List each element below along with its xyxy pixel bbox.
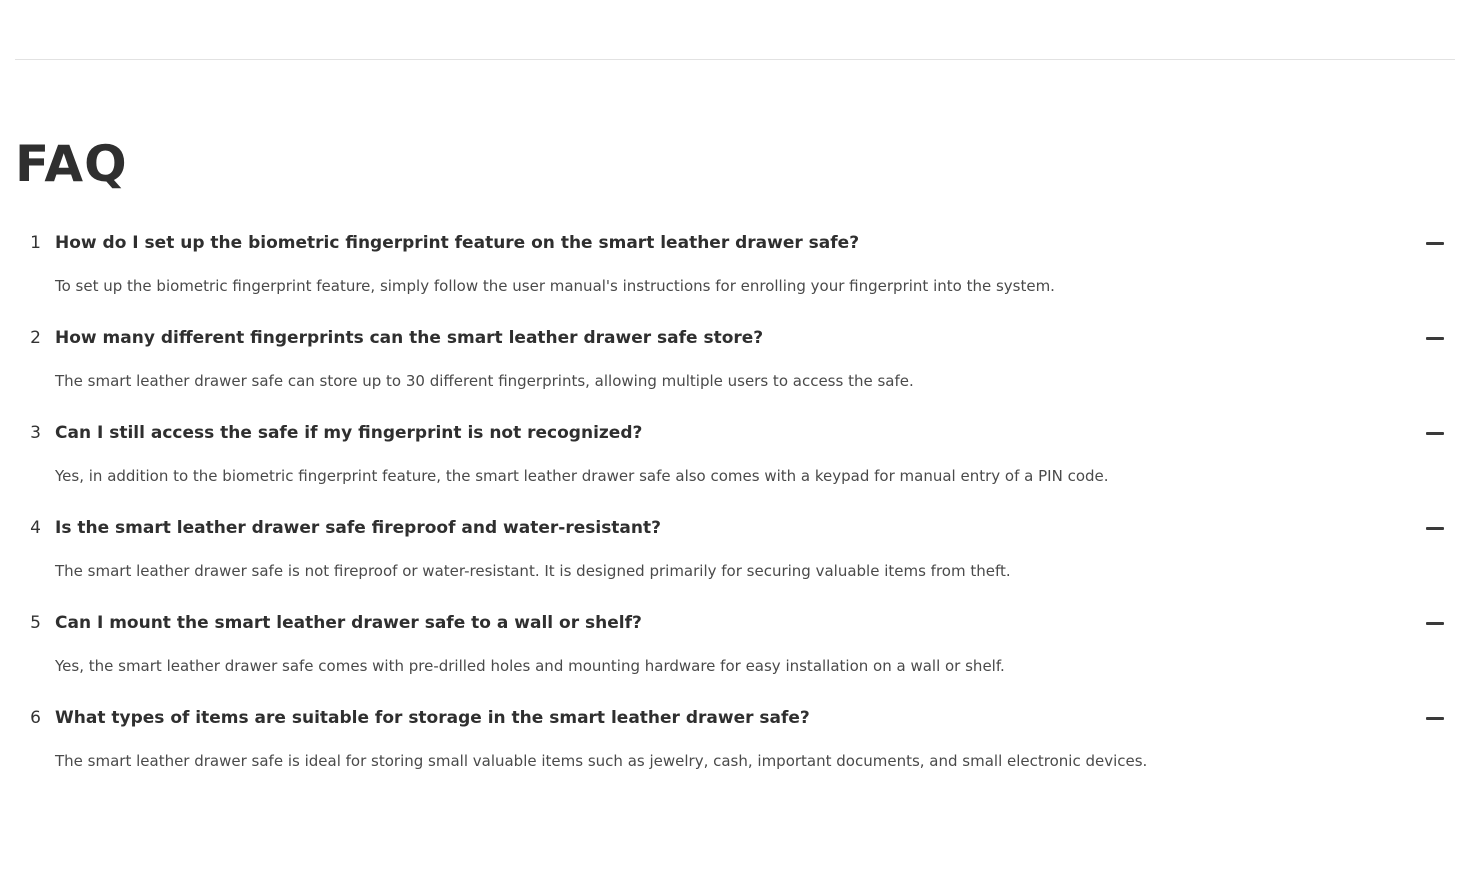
faq-item-1 (15, 220, 1455, 315)
faq-question-text[interactable]: How do I set up the biometric fingerprint feature on the smart leather drawer safe? (55, 233, 860, 253)
minus-icon[interactable] (1426, 527, 1444, 530)
faq-question-text[interactable]: What types of items are suitable for storage in the smart leather drawer safe? (55, 708, 810, 728)
faq-question-toggle-2[interactable] (15, 315, 1455, 361)
minus-icon[interactable] (1426, 717, 1444, 720)
faq-item-4 (15, 505, 1455, 600)
faq-question-toggle-3[interactable] (15, 410, 1455, 456)
minus-icon[interactable] (1426, 622, 1444, 625)
faq-number: 4 (30, 518, 41, 538)
faq-item-2 (15, 315, 1455, 410)
top-divider (15, 59, 1455, 60)
faq-item-5 (15, 600, 1455, 695)
faq-answer: The smart leather drawer safe is ideal for storing small valuable items such as jewelry, cash, important documents, and small electronic devices. (55, 752, 1148, 770)
faq-answer: To set up the biometric fingerprint feature, simply follow the user manual's instructions for enrolling your fingerprint into the system. (55, 277, 1055, 295)
faq-number: 6 (30, 708, 41, 728)
minus-icon[interactable] (1426, 242, 1444, 245)
faq-answer: Yes, the smart leather drawer safe comes with pre-drilled holes and mounting hardware for easy installation on a wall or shelf. (55, 657, 1005, 675)
faq-question-toggle-1[interactable] (15, 220, 1455, 266)
faq-number: 2 (30, 328, 41, 348)
faq-answer: The smart leather drawer safe is not fireproof or water-resistant. It is designed primarily for securing valuable items from theft. (55, 562, 1011, 580)
faq-question-text[interactable]: Is the smart leather drawer safe fireproof and water-resistant? (55, 518, 661, 538)
faq-item-3 (15, 410, 1455, 505)
faq-answer: The smart leather drawer safe can store up to 30 different fingerprints, allowing multiple users to access the safe. (55, 372, 914, 390)
faq-list (15, 220, 1455, 790)
faq-answer: Yes, in addition to the biometric fingerprint feature, the smart leather drawer safe also comes with a keypad for manual entry of a PIN code. (55, 467, 1109, 485)
faq-question-text[interactable]: Can I mount the smart leather drawer safe to a wall or shelf? (55, 613, 642, 633)
faq-question-text[interactable]: How many different fingerprints can the smart leather drawer safe store? (55, 328, 764, 348)
faq-number: 3 (30, 423, 41, 443)
minus-icon[interactable] (1426, 337, 1444, 340)
faq-item-6 (15, 695, 1455, 790)
faq-question-toggle-6[interactable] (15, 695, 1455, 741)
faq-title: FAQ (15, 135, 128, 193)
faq-question-toggle-5[interactable] (15, 600, 1455, 646)
faq-number: 1 (30, 233, 41, 253)
minus-icon[interactable] (1426, 432, 1444, 435)
faq-question-toggle-4[interactable] (15, 505, 1455, 551)
faq-number: 5 (30, 613, 41, 633)
faq-question-text[interactable]: Can I still access the safe if my fingerprint is not recognized? (55, 423, 643, 443)
